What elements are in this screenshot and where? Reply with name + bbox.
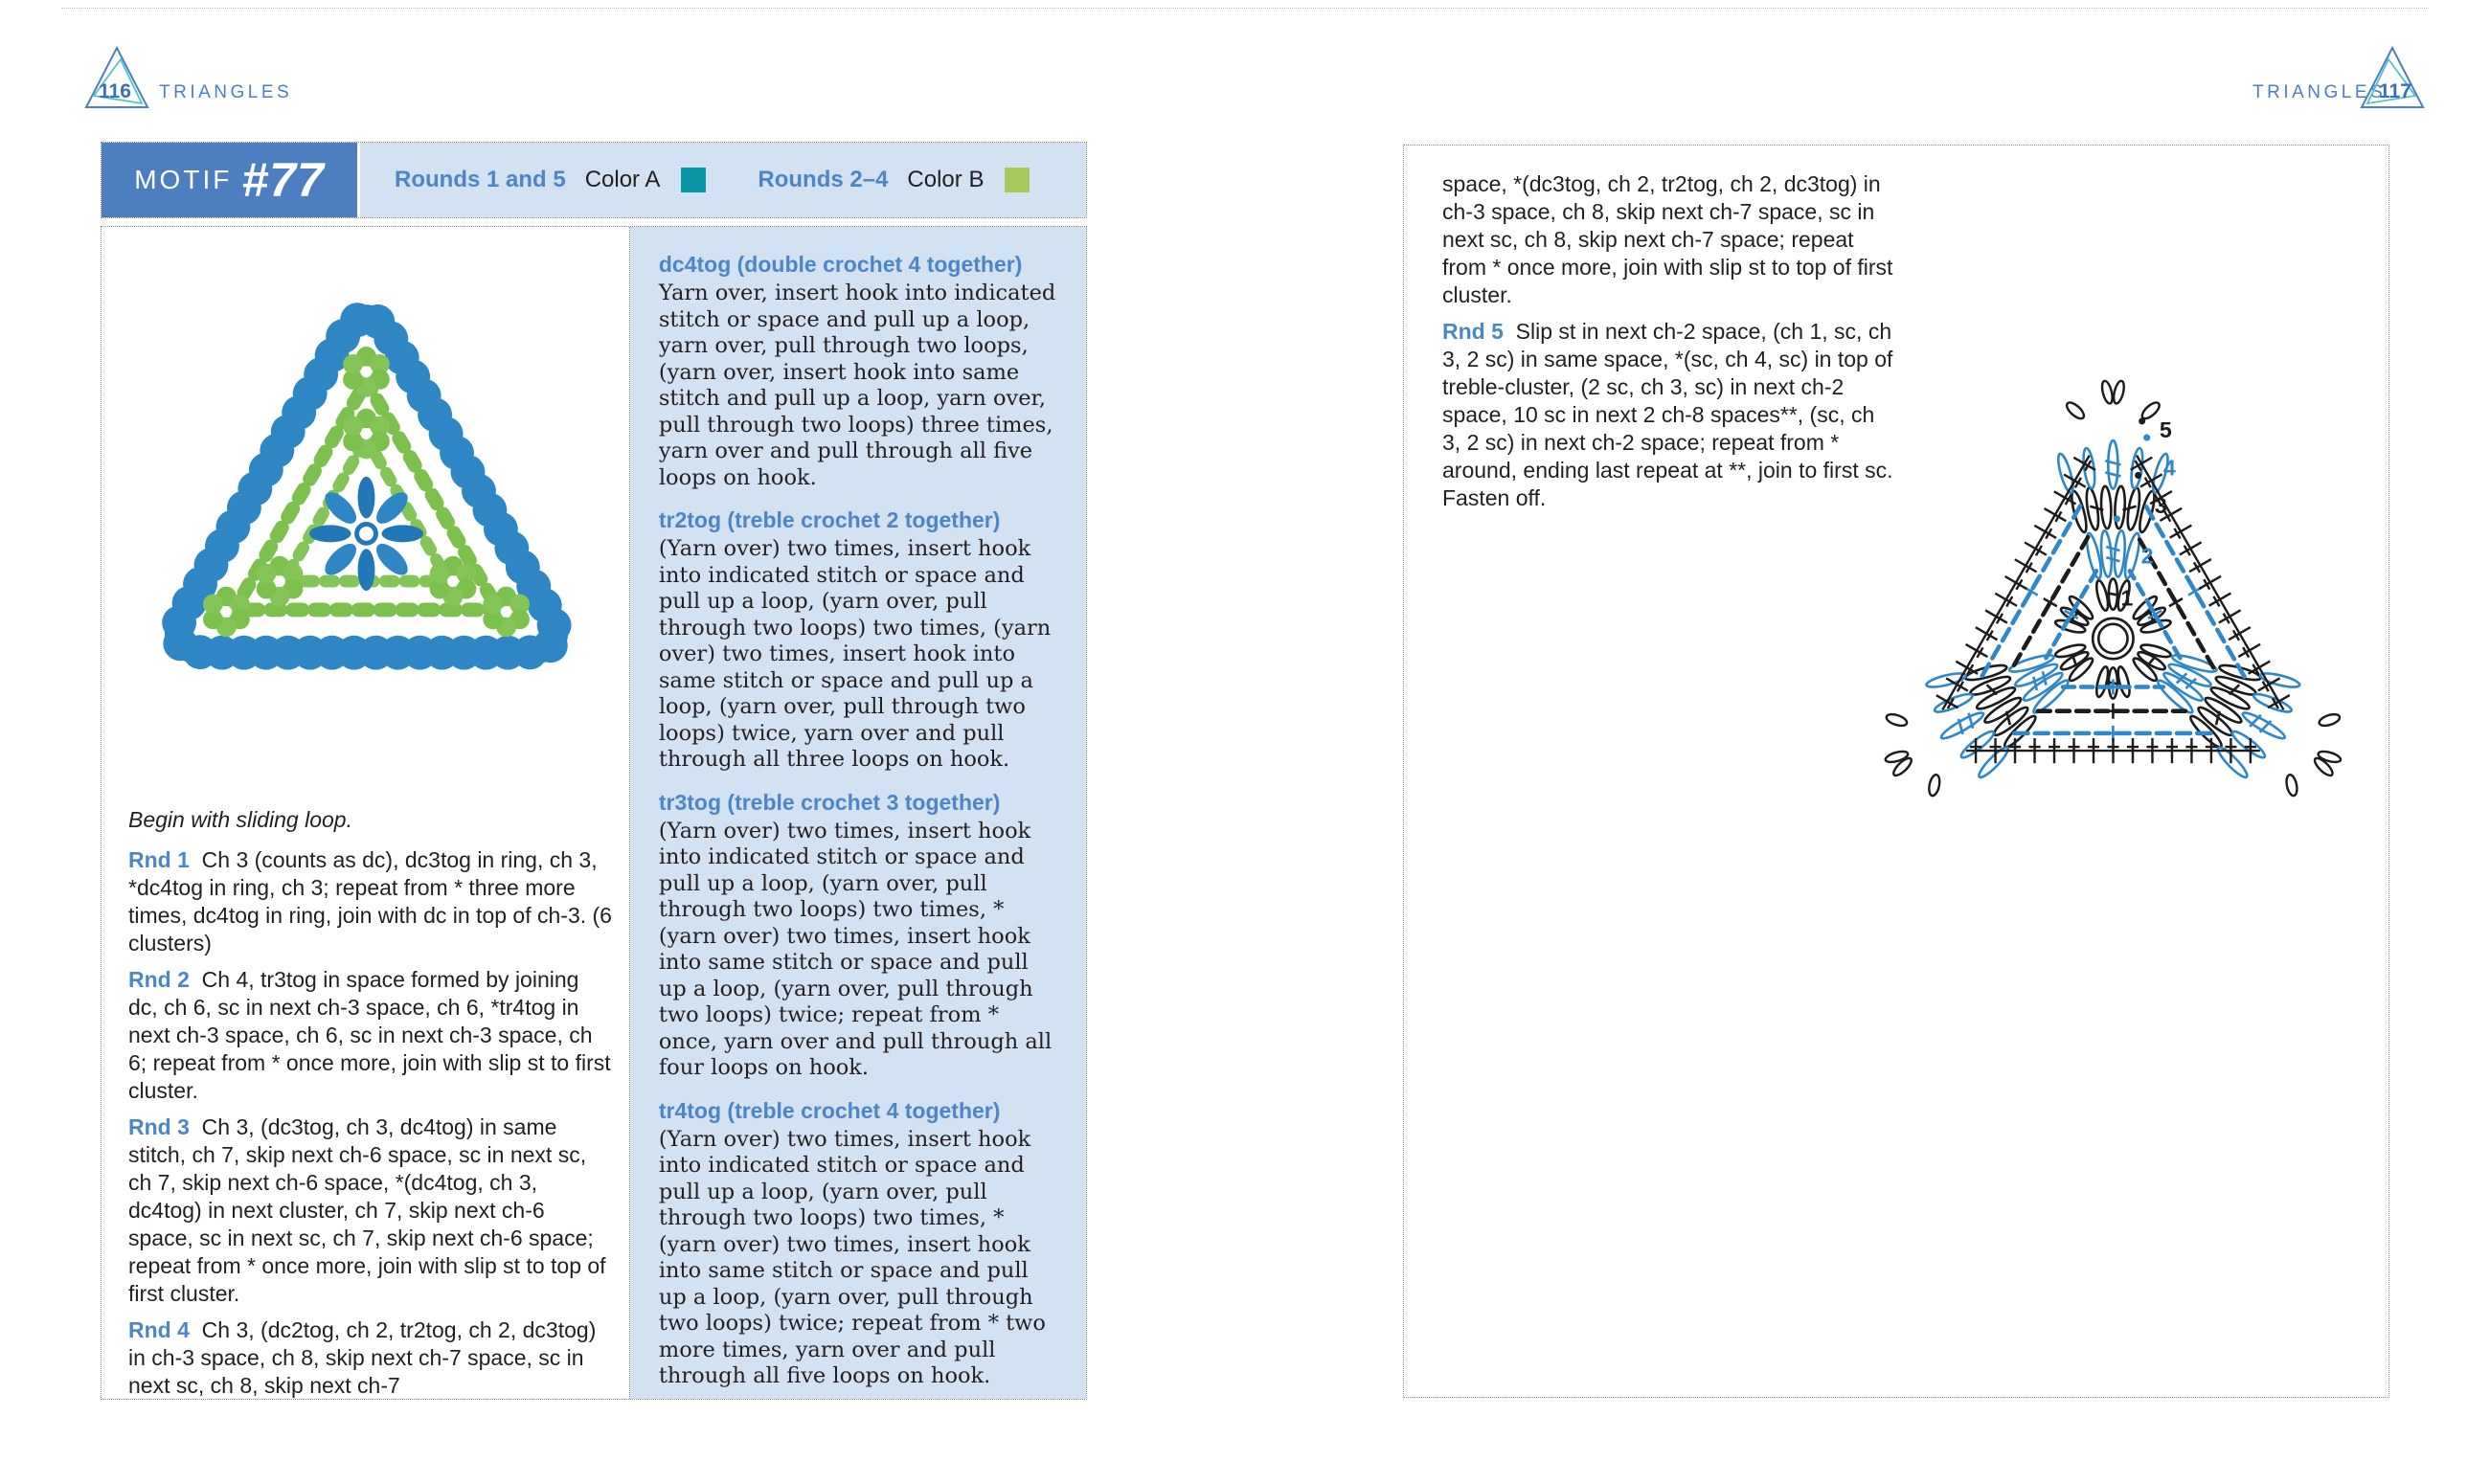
round-3-label: Rnd 3: [128, 1114, 190, 1139]
stitch-def-heading: tr2tog (treble crochet 2 together): [658, 507, 1001, 532]
diagram-label-5: 5: [2159, 417, 2172, 443]
diagram-label-1: 1: [2120, 585, 2134, 611]
stitch-def-heading: dc4tog (double crochet 4 together): [658, 252, 1023, 277]
motif-title: [102, 143, 357, 217]
legend-rounds-a: Rounds 1 and 5: [395, 167, 566, 192]
crochet-chart-diagram: [1864, 349, 2386, 822]
round-4-label: Rnd 4: [128, 1317, 190, 1342]
stitch-def-heading: tr3tog (treble crochet 3 together): [658, 789, 1001, 815]
round-1-label: Rnd 1: [128, 847, 190, 872]
instructions-column: [102, 227, 630, 1399]
round-1-text: Ch 3 (counts as dc), dc3tog in ring, ch 3, *dc4tog in ring, ch 3; repeat from * three more times, dc4tog in ring, join with dc in top of ch-3. (6 clusters): [128, 847, 612, 956]
round-1-para: [128, 846, 613, 957]
page-logo-right: [2358, 44, 2427, 116]
color-legend: [360, 143, 1086, 217]
round-3-text: Ch 3, (dc3tog, ch 3, dc4tog) in same stitch, ch 7, skip next ch-6 space, sc in next sc, ch 7, skip next ch-6 space, *(dc4tog, ch 3, dc4tog) in next cluster, ch 7, skip next ch-6 space, sc in next sc, ch 7, skip next ch-6 space; repeat from * once more, join with slip st to top of first cluster.: [128, 1114, 606, 1306]
diagram-label-4: 4: [2162, 455, 2176, 481]
join-dot: [2143, 435, 2150, 441]
print-rule: [61, 8, 2429, 9]
diagram-label-2: 2: [2140, 543, 2154, 569]
round-4-para: [128, 1316, 613, 1400]
round-5-para: [1442, 318, 1894, 512]
round-2-para: [128, 966, 613, 1105]
stitch-def-body: (Yarn over) two times, insert hook into indicated stitch or space and pull up a loop, (yarn over, pull through two loops) two times, *(yarn over) two times, insert hook into same stitch or space and pull up a loop, (yarn over, pull through two loops) twice; repeat from * two more times, yarn over and pull through all five loops on hook.: [658, 1126, 1046, 1388]
join-dot: [2139, 417, 2145, 424]
stitch-def-body: Yarn over, insert hook into indicated stitch or space and pull up a loop, yarn over, pull through two loops, (yarn over, insert hook into same stitch and pull up a loop, yarn over, pull through two loops) three times, yarn over and pull through all five loops on hook.: [658, 281, 1056, 490]
stitch-guide-sidebar: [630, 227, 1086, 1399]
motif-header-bar: [101, 142, 1087, 218]
legend-color-b-label: Color B: [907, 167, 985, 192]
stitch-def-body: (Yarn over) two times, insert hook into indicated stitch or space and pull up a loop, (yarn over, pull through two loops) two times, *(yarn over) two times, insert hook into same stitch or space and pull up a loop, (yarn over, pull through two loops) twice; repeat from * once, yarn over and pull through all four loops on hook.: [658, 818, 1053, 1080]
diagram-label-3: 3: [2154, 492, 2167, 518]
triangle-logo-icon: [82, 44, 151, 111]
motif-label: MOTIF: [134, 165, 233, 194]
page-logo-left: [82, 44, 151, 116]
join-dot: [2114, 515, 2120, 522]
stitch-def-tr3tog: [659, 790, 1057, 1082]
round-4-continued: space, *(dc3tog, ch 2, tr2tog, ch 2, dc3tog) in ch-3 space, ch 8, skip next ch-7 space, sc in next sc, ch 8, skip next ch-7 space; repeat from * once more, join with slip st to top of first cluster.: [1442, 171, 1893, 307]
right-page-panel: [1403, 145, 2389, 1398]
motif-photo: [119, 235, 614, 795]
triangle-logo-icon: [2358, 44, 2427, 111]
round-5-label: Rnd 5: [1442, 319, 1504, 344]
stitch-def-tr4tog: [659, 1098, 1057, 1390]
stitch-def-tr2tog: [659, 507, 1057, 774]
legend-rounds-b: Rounds 2–4: [758, 167, 889, 192]
begin-note: Begin with sliding loop.: [128, 807, 352, 832]
color-a-swatch: [681, 168, 706, 192]
section-title-left: TRIANGLES: [159, 82, 293, 102]
color-b-swatch: [1005, 168, 1030, 192]
round-2-label: Rnd 2: [128, 967, 190, 992]
stitch-def-body: (Yarn over) two times, insert hook into indicated stitch or space and pull up a loop, (yarn over, pull through two loops) two times, (yarn over) two times, insert hook into same stitch or space and pull up a loop, (yarn over, pull through two loops) twice, yarn over and pull through all three loops on hook.: [658, 536, 1052, 772]
round-3-para: [128, 1113, 613, 1308]
legend-color-a-label: Color A: [584, 167, 661, 192]
page-number-right: 117: [2379, 80, 2411, 102]
pattern-instructions: [128, 807, 613, 1408]
join-dot: [2135, 472, 2141, 479]
round-4-text: Ch 3, (dc2tog, ch 2, tr2tog, ch 2, dc3tog) in ch-3 space, ch 8, skip next ch-7 space, sc in next sc, ch 8, skip next ch-7: [128, 1317, 597, 1398]
motif-number: #77: [241, 153, 325, 207]
stitch-def-heading: tr4tog (treble crochet 4 together): [658, 1097, 1001, 1123]
round-2-text: Ch 4, tr3tog in space formed by joining dc, ch 6, sc in next ch-3 space, ch 6, *tr4tog in next ch-3 space, ch 6, sc in next ch-3 space, ch 6; repeat from * once more, join with slip st to first cluster.: [128, 967, 611, 1103]
page-number-left: 116: [99, 80, 131, 102]
section-title-right: TRIANGLES: [2252, 82, 2387, 102]
pattern-continuation: [1442, 170, 1894, 521]
blue-center-flower: [309, 477, 423, 591]
stitch-def-dc4tog: [659, 252, 1057, 491]
round-5-text: Slip st in next ch-2 space, (ch 1, sc, ch 3, 2 sc) in same space, *(sc, ch 4, sc) in top of treble-cluster, (2 sc, ch 3, sc) in next ch-2 space, 10 sc in next 2 ch-8 spaces**, (sc, ch 3, 2 sc) in next ch-2 space; repeat from * around, ending last repeat at **, join to first sc. Fasten off.: [1442, 319, 1893, 510]
round-4: [1913, 440, 2314, 787]
left-page-panel: [101, 226, 1087, 1400]
